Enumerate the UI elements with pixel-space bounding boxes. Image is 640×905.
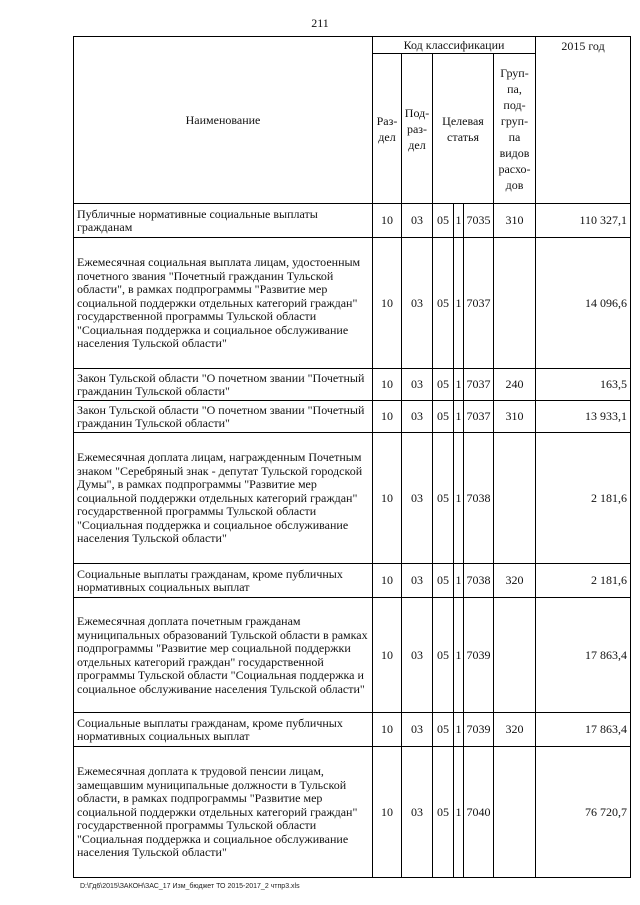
table-row [74,713,631,747]
row-vid [494,598,536,713]
row-cs2: 1 [454,598,464,713]
row-cs3: 7037 [464,369,494,401]
row-podrazdel: 03 [402,369,433,401]
table-row [74,598,631,713]
row-cs3: 7039 [464,713,494,747]
header-podrazdel: Под- раз- дел [402,54,433,204]
row-cs2: 1 [454,747,464,878]
row-cs1: 05 [433,238,454,369]
row-vid [494,433,536,564]
table-row [74,433,631,564]
row-vid: 310 [494,401,536,433]
row-cs3: 7035 [464,204,494,238]
row-amount: 163,5 [536,369,631,401]
row-cs2: 1 [454,238,464,369]
row-cs2: 1 [454,369,464,401]
row-vid: 310 [494,204,536,238]
header-celevaya: Целевая статья [433,54,494,204]
row-cs1: 05 [433,401,454,433]
row-name: Ежемесячная доплата почетным гражданам муниципальных образований Тульской области в рамках подпрограммы "Развитие мер социальной поддержки отдельных категорий граждан" государственной программы Тульской области "Социальная поддержка и социальное обслуживание населения Тульской области" [74,598,373,713]
row-razdel: 10 [373,369,402,401]
row-cs3: 7039 [464,598,494,713]
page-number: 211 [311,16,329,30]
row-amount: 13 933,1 [536,401,631,433]
row-name: Ежемесячная социальная выплата лицам, удостоенным почетного звания "Почетный гражданин Тульской области", в рамках подпрограммы "Развитие мер социальной поддержки отдельных категорий граждан" государственной программы Тульской области "Социальная поддержка и социальное обслуживание населения Тульской области" [74,238,373,369]
row-razdel: 10 [373,747,402,878]
row-cs3: 7037 [464,401,494,433]
row-podrazdel: 03 [402,598,433,713]
row-cs3: 7038 [464,564,494,598]
row-podrazdel: 03 [402,713,433,747]
file-path-footer: D:\Гд6\2015\ЗАКОН\ЗАС_17 Изм_бюджет ТО 2015-2017_2 чтпр3.xls [80,883,300,890]
row-vid: 240 [494,369,536,401]
row-podrazdel: 03 [402,204,433,238]
row-cs2: 1 [454,401,464,433]
row-name: Закон Тульской области "О почетном звании "Почетный гражданин Тульской области" [74,401,373,433]
row-cs2: 1 [454,564,464,598]
table-row [74,204,631,238]
row-cs1: 05 [433,747,454,878]
header-razdel: Раз- дел [373,54,402,204]
header-name: Наименование [74,37,373,204]
header-vid: Груп- па, под- груп- па видов расхо- дов [494,54,536,204]
row-cs3: 7037 [464,238,494,369]
row-name: Ежемесячная доплата лицам, награжденным Почетным знаком "Серебряный знак - депутат Тульской городской Думы", в рамках подпрограммы "Развитие мер социальной поддержки отдельных категорий граждан" государственной программы Тульской области "Социальная поддержка и социальное обслуживание населения Тульской области" [74,433,373,564]
row-vid: 320 [494,564,536,598]
row-cs1: 05 [433,433,454,564]
row-amount: 17 863,4 [536,598,631,713]
table-row [74,747,631,878]
table-row [74,369,631,401]
row-podrazdel: 03 [402,238,433,369]
row-cs1: 05 [433,713,454,747]
row-name: Публичные нормативные социальные выплаты гражданам [74,204,373,238]
row-cs2: 1 [454,433,464,564]
row-cs1: 05 [433,204,454,238]
table-row [74,401,631,433]
row-cs2: 1 [454,204,464,238]
row-podrazdel: 03 [402,564,433,598]
header-year: 2015 год [536,37,631,204]
row-cs1: 05 [433,564,454,598]
row-amount: 2 181,6 [536,433,631,564]
row-razdel: 10 [373,204,402,238]
row-name: Закон Тульской области "О почетном звании "Почетный гражданин Тульской области" [74,369,373,401]
row-amount: 14 096,6 [536,238,631,369]
row-amount: 76 720,7 [536,747,631,878]
row-podrazdel: 03 [402,401,433,433]
row-cs2: 1 [454,713,464,747]
row-amount: 2 181,6 [536,564,631,598]
row-name: Социальные выплаты гражданам, кроме публичных нормативных социальных выплат [74,564,373,598]
row-razdel: 10 [373,401,402,433]
row-razdel: 10 [373,433,402,564]
header-row-top [74,37,631,54]
budget-table [73,36,631,878]
row-vid: 320 [494,713,536,747]
row-cs1: 05 [433,598,454,713]
row-cs3: 7038 [464,433,494,564]
table-row [74,238,631,369]
table-row [74,564,631,598]
row-vid [494,238,536,369]
row-amount: 110 327,1 [536,204,631,238]
row-razdel: 10 [373,238,402,369]
row-name: Социальные выплаты гражданам, кроме публичных нормативных социальных выплат [74,713,373,747]
row-razdel: 10 [373,564,402,598]
row-razdel: 10 [373,713,402,747]
row-name: Ежемесячная доплата к трудовой пенсии лицам, замещавшим муниципальные должности в Тульской области, в рамках подпрограммы "Развитие мер социальной поддержки отдельных категорий граждан" государственной программы Тульской области "Социальная поддержка и социальное обслуживание населения Тульской области" [74,747,373,878]
row-cs3: 7040 [464,747,494,878]
row-amount: 17 863,4 [536,713,631,747]
row-vid [494,747,536,878]
row-razdel: 10 [373,598,402,713]
row-cs1: 05 [433,369,454,401]
row-podrazdel: 03 [402,433,433,564]
header-code-group: Код классификации [373,37,536,54]
row-podrazdel: 03 [402,747,433,878]
